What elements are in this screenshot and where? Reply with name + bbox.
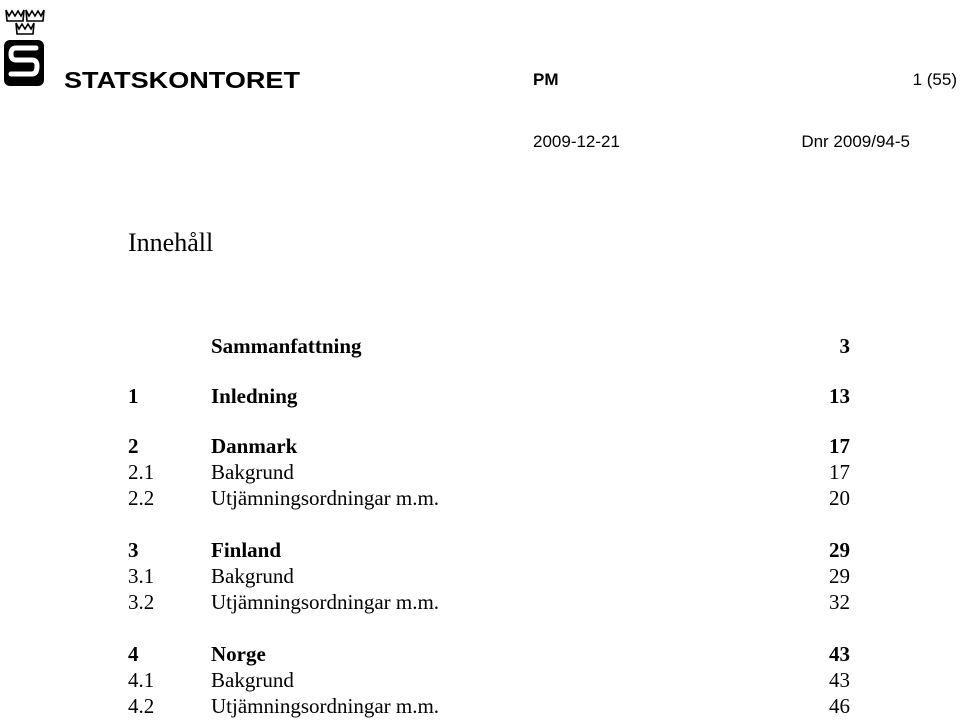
- toc-entry-page: 29: [829, 538, 850, 562]
- document-date: 2009-12-21: [533, 132, 620, 151]
- toc-entry-label: Danmark: [211, 434, 298, 458]
- toc-entry-num: 2.1: [128, 460, 155, 484]
- toc-entry[interactable]: [128, 563, 850, 589]
- toc-entry[interactable]: [128, 485, 850, 511]
- toc-entry-num: 1: [128, 384, 139, 408]
- toc-entry-label: Finland: [211, 538, 282, 562]
- toc-entry-num: 4.1: [128, 668, 155, 692]
- toc-entry[interactable]: [128, 383, 850, 409]
- three-crowns-icon: [6, 10, 44, 34]
- toc-entry-num: 3: [128, 538, 139, 562]
- toc-entry-label: Bakgrund: [211, 460, 294, 484]
- toc-entry-page: 32: [829, 590, 850, 614]
- toc-entry-num: 2: [128, 434, 139, 458]
- toc-entry-page: 43: [829, 668, 850, 692]
- toc-entry[interactable]: [128, 333, 850, 359]
- toc-entry-label: Utjämningsordningar m.m.: [211, 694, 440, 718]
- toc-entry-label: Utjämningsordningar m.m.: [211, 486, 440, 510]
- page-number: 1 (55): [912, 70, 957, 89]
- document-type: PM: [533, 70, 559, 89]
- s-emblem-icon: [4, 40, 44, 86]
- statskontoret-logo: [2, 4, 302, 88]
- toc-entry-label: Bakgrund: [211, 564, 294, 588]
- toc-entry[interactable]: [128, 459, 850, 485]
- toc-entry-page: 46: [829, 694, 850, 718]
- toc-entry-label: Norge: [211, 642, 266, 666]
- toc-entry-num: 4: [128, 642, 139, 666]
- toc-entry[interactable]: [128, 641, 850, 667]
- toc-entry[interactable]: [128, 693, 850, 719]
- registration-number: Dnr 2009/94-5: [801, 132, 910, 151]
- toc-entry[interactable]: [128, 589, 850, 615]
- toc-entry-page: 13: [829, 384, 850, 408]
- toc-entry-num: 2.2: [128, 486, 155, 510]
- toc-entry-page: 29: [829, 564, 850, 588]
- toc-entry-label: Utjämningsordningar m.m.: [211, 590, 440, 614]
- toc-entry[interactable]: [128, 537, 850, 563]
- toc-entry-page: 17: [829, 460, 850, 484]
- toc-entry-page: 3: [839, 334, 850, 358]
- toc-entry-page: 17: [829, 434, 850, 458]
- toc-entry-label: Bakgrund: [211, 668, 294, 692]
- toc-entry-page: 43: [829, 642, 850, 666]
- page-title: Innehåll: [128, 228, 214, 257]
- toc-entry[interactable]: [128, 667, 850, 693]
- toc-entry-label: Inledning: [211, 384, 298, 408]
- toc-entry-num: 3.1: [128, 564, 155, 588]
- logo-wordmark: STATSKONTORET: [64, 67, 300, 88]
- toc-entry-label: Sammanfattning: [211, 334, 362, 358]
- toc-entry-num: 4.2: [128, 694, 155, 718]
- toc-entry-num: 3.2: [128, 590, 155, 614]
- toc-entry[interactable]: [128, 433, 850, 459]
- toc-entry-page: 20: [829, 486, 850, 510]
